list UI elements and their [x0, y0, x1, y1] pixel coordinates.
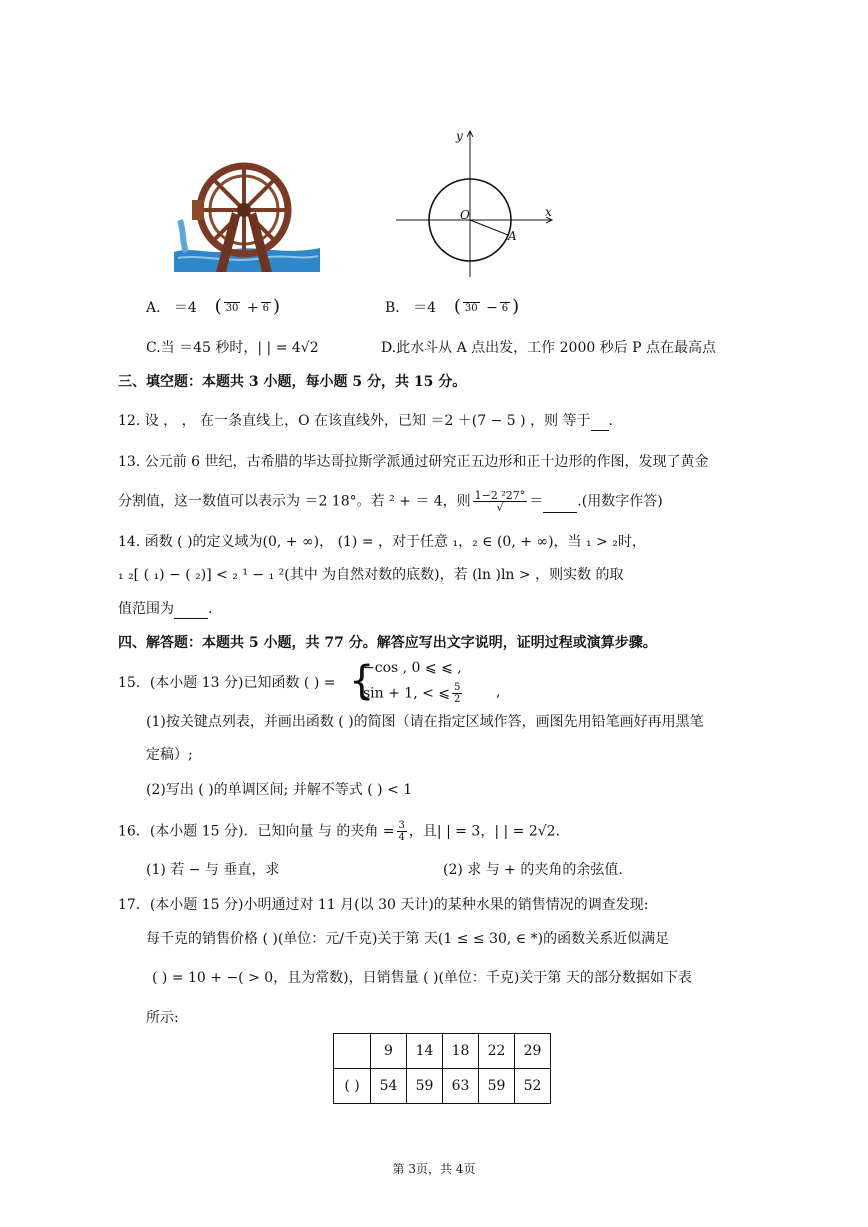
- q14-line-1: 14. 函数 ( )的定义域为(0, + ∞)， (1) = ，对于任意 ₁，₂ ∈ (0, + ∞)，当 ₁ > ₂时，: [118, 534, 646, 550]
- q14-line-2: ₁ ₂[ ( ₁) − ( ₂)] < ₂ ¹ − ₁ ²(其中 为自然对数的底数)，若 (ln )ln > ，则实数 的取: [118, 567, 624, 583]
- water-wheel-image: [172, 160, 322, 275]
- table-cell: 22: [479, 1034, 515, 1069]
- q15-part-1a: (1)按关键点列表，并画出函数 ( )的简图（请在指定区域作答，画图先用铅笔画好再用黑笔: [146, 714, 704, 730]
- q15-case-1: −cos , 0 ⩽ ⩽ ,: [363, 660, 462, 676]
- q11-option-a: A. ＝4 ( 30 + 6 ): [146, 296, 281, 317]
- table-cell: 54: [371, 1069, 407, 1104]
- q17-intro: 17．(本小题 15 分)小明通过对 11 月(以 30 天计)的某种水果的销售情况的调查发现:: [118, 897, 649, 913]
- section-4-heading: 四、解答题：本题共 5 小题，共 77 分。解答应写出文字说明，证明过程或演算步骤。: [118, 635, 657, 651]
- q12-text: 12. 设 ， ， 在一条直线上，O 在该直线外，已知 ＝2 ＋(7 − 5 ) ，则 等于 .: [118, 410, 613, 431]
- q17-data-table: [333, 1033, 551, 1104]
- q15-intro: 15．(本小题 13 分)已知函数 ( ) =: [118, 675, 336, 691]
- table-cell: 14: [407, 1034, 443, 1069]
- table-cell: 63: [443, 1069, 479, 1104]
- x-axis-label: x: [545, 205, 552, 219]
- q14-line-3: 值范围为 .: [118, 598, 212, 619]
- q11-option-b: B. ＝4 ( 30 − 6 ): [385, 296, 520, 317]
- q11-option-d: D.此水斗从 A 点出发，工作 2000 秒后 P 点在最高点: [381, 340, 717, 356]
- y-axis-label: y: [456, 129, 463, 143]
- q16-intro: 16．(本小题 15 分)．已知向量 与 的夹角 = $\frac{3}{4}$ ，且| | = 3，| | = 2√2.: [118, 820, 561, 843]
- q16-part-2: (2) 求 与 + 的夹角的余弦值.: [443, 862, 623, 878]
- table-cell: ( ): [334, 1069, 371, 1104]
- q17-line-2: 每千克的销售价格 ( )(单位：元/千克)关于第 天(1 ≤ ≤ 30, ∈ *)的函数关系近似满足: [146, 931, 670, 947]
- q15-part-1b: 定稿）;: [146, 747, 193, 763]
- q15-piecewise-brace: {: [349, 658, 375, 704]
- q13-line-2: 分割值，这一数值可以表示为 ＝2 18°。若 ² + ＝ 4，则 $\frac{\text{1−2 ²27°}}{√}$ ＝ .(用数字作答): [118, 489, 663, 514]
- section-3-heading: 三、填空题：本题共 3 小题，每小题 5 分，共 15 分。: [118, 374, 467, 390]
- table-cell: 9: [371, 1034, 407, 1069]
- unit-circle-figure: [392, 125, 562, 285]
- page-footer: 第 3页，共 4页: [392, 1162, 476, 1176]
- q17-line-3: ( ) = 10 + −( > 0，且为常数)，日销售量 ( )(单位：千克)关于第 天的部分数据如下表: [152, 970, 692, 986]
- table-cell: [334, 1034, 371, 1069]
- table-cell: 59: [479, 1069, 515, 1104]
- q17-line-4: 所示:: [146, 1010, 179, 1026]
- q15-part-2: (2)写出 ( )的单调区间; 并解不等式 ( ) < 1: [146, 782, 413, 798]
- q15-case-2: sin + 1, < ⩽ $\frac{5}{2}$: [363, 682, 461, 705]
- table-cell: 52: [515, 1069, 551, 1104]
- point-a-label: A: [508, 229, 517, 243]
- q15-case-tail: ,: [496, 684, 501, 700]
- table-row: [334, 1034, 551, 1069]
- table-cell: 59: [407, 1069, 443, 1104]
- table-cell: 18: [443, 1034, 479, 1069]
- origin-label: O: [460, 208, 470, 222]
- q16-part-1: (1) 若 − 与 垂直，求: [146, 862, 280, 878]
- table-cell: 29: [515, 1034, 551, 1069]
- table-row: [334, 1069, 551, 1104]
- q11-option-c: C.当 ＝45 秒时，| | = 4√2: [146, 340, 319, 356]
- q13-line-1: 13. 公元前 6 世纪，古希腊的毕达哥拉斯学派通过研究正五边形和正十边形的作图，发现了黄金: [118, 454, 709, 470]
